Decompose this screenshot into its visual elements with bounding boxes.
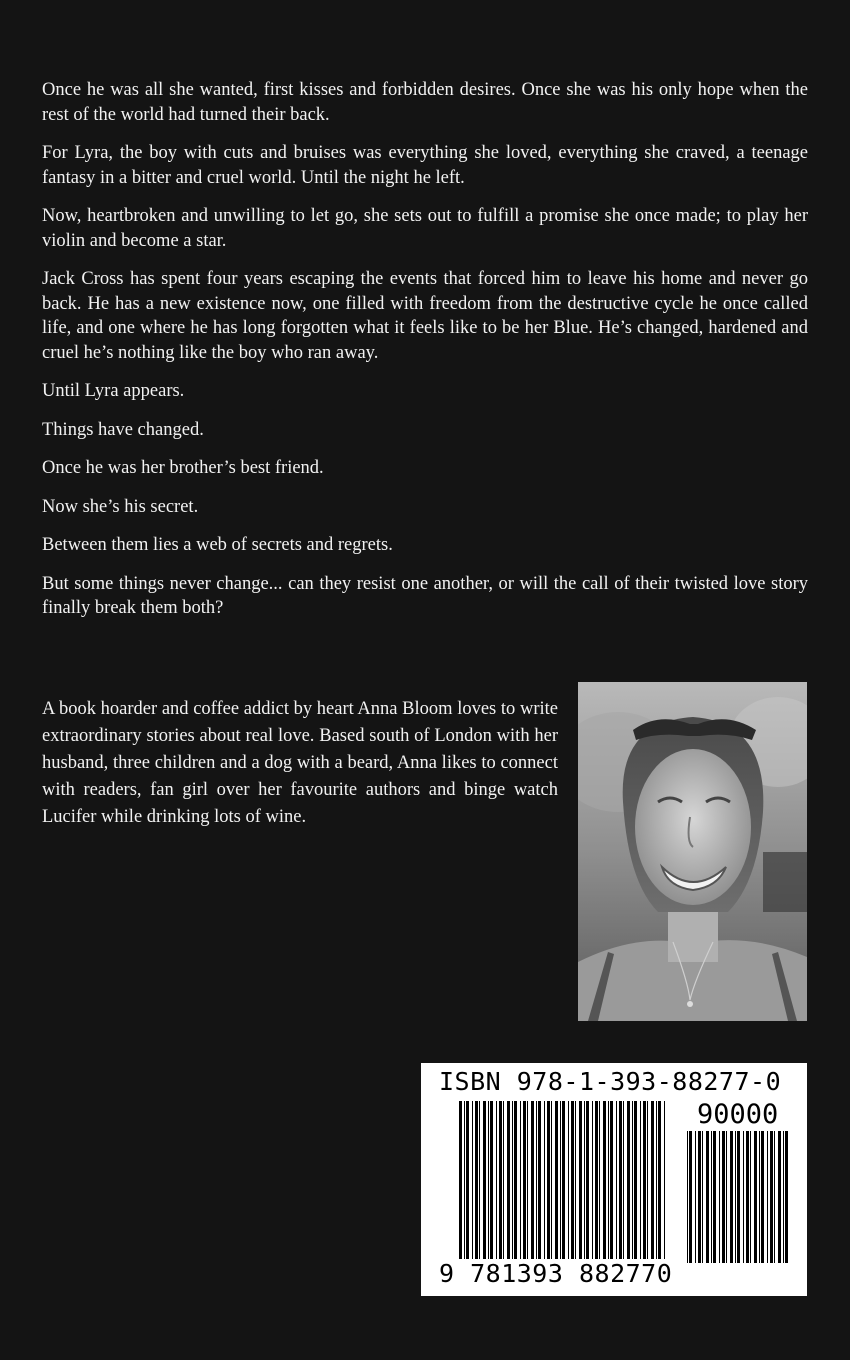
- barcode-bar: [719, 1131, 720, 1263]
- barcode-bar: [774, 1131, 775, 1263]
- barcode-bar: [555, 1101, 558, 1259]
- barcode-bar: [664, 1101, 665, 1269]
- barcode-bar: [623, 1101, 624, 1259]
- blurb-paragraph: Once he was her brother’s best friend.: [42, 458, 324, 478]
- barcode-bar: [483, 1101, 486, 1259]
- barcode-bar: [592, 1101, 593, 1259]
- barcode-bar: [544, 1101, 545, 1259]
- barcode-bar: [743, 1131, 744, 1263]
- barcode-bar: [730, 1131, 733, 1263]
- barcode-bar: [571, 1101, 574, 1259]
- barcode-bar: [737, 1131, 740, 1263]
- blurb-paragraph: Until Lyra appears.: [42, 381, 185, 401]
- blurb-paragraph: Between them lies a web of secrets and regrets.: [42, 535, 393, 555]
- barcode-bar: [610, 1101, 613, 1259]
- barcode-bar: [499, 1101, 502, 1259]
- barcode-bar: [466, 1101, 469, 1259]
- barcode-bar: [706, 1131, 709, 1263]
- barcode-bar: [538, 1101, 541, 1259]
- barcode-bar: [608, 1101, 609, 1259]
- barcode-bar: [761, 1131, 764, 1263]
- barcode-bar: [754, 1131, 757, 1263]
- barcode-bar: [785, 1131, 788, 1263]
- barcode-bar: [459, 1101, 462, 1269]
- barcode-bar: [514, 1101, 517, 1259]
- barcode-bar: [643, 1101, 646, 1259]
- barcode-bar: [551, 1101, 552, 1259]
- barcode-bar: [711, 1131, 712, 1263]
- barcode-bar: [647, 1101, 648, 1259]
- barcode-bar: [547, 1101, 550, 1259]
- barcode-bar: [778, 1131, 781, 1263]
- barcode-bar: [656, 1101, 657, 1259]
- author-bio: A book hoarder and coffee addict by heart Anna Bloom loves to write extraordinary stories about real love. Based south of London with her husband, three children and a dog with a beard, Anna likes to connect with readers, fan girl over her favourite authors and binge watch Lucifer while drinking lots of wine.: [42, 699, 558, 827]
- barcode-bar: [770, 1131, 773, 1263]
- barcode-bar: [496, 1101, 497, 1259]
- barcode-bar: [579, 1101, 582, 1259]
- barcode-bar: [627, 1101, 630, 1259]
- barcode-bar: [479, 1101, 480, 1259]
- barcode-bar: [698, 1131, 701, 1263]
- barcode-bar: [531, 1101, 534, 1259]
- barcode-bar: [472, 1101, 473, 1259]
- blurb-paragraph: Once he was all she wanted, first kisses and forbidden desires. Once she was his only hope when the rest of the world had turned their back.: [42, 80, 808, 125]
- isbn-label: ISBN 978-1-393-88277-0: [439, 1067, 782, 1096]
- barcode-bar: [735, 1131, 736, 1263]
- isbn-barcode: [421, 1063, 807, 1296]
- price-code: 90000: [697, 1099, 779, 1130]
- barcode-bar: [640, 1101, 641, 1259]
- barcode-bar: [651, 1101, 654, 1259]
- barcode-bar: [507, 1101, 510, 1259]
- barcode-bar: [658, 1101, 661, 1259]
- barcode-bar: [599, 1101, 600, 1259]
- barcode-bar: [713, 1131, 716, 1263]
- blurb-paragraph: Now she’s his secret.: [42, 496, 199, 517]
- barcode-bar: [575, 1101, 576, 1259]
- barcode-bar: [536, 1101, 537, 1259]
- barcode-bar: [475, 1101, 478, 1259]
- barcode-bar: [634, 1101, 637, 1259]
- blurb-paragraph: Jack Cross has spent four years escaping the events that forced him to leave his home and never go back. He has a new existence now, one filled with freedom from the destructive cycle he once called life, and one where he has long forgotten what it feels like to be her Blue. He’s changed, hardened and cruel he’s nothing like the boy who ran away.: [42, 269, 808, 363]
- barcode-bar: [586, 1101, 589, 1259]
- author-photo: [578, 682, 807, 1021]
- barcode-bar: [560, 1101, 561, 1259]
- back-cover-blurb: [42, 78, 808, 635]
- barcode-bar: [632, 1101, 633, 1259]
- barcode-bar: [595, 1101, 598, 1259]
- barcode-bar: [464, 1101, 465, 1269]
- barcode-bar: [520, 1101, 521, 1259]
- barcode-bar: [490, 1101, 493, 1259]
- author-portrait-image: [578, 682, 807, 1021]
- barcode-bar: [746, 1131, 749, 1263]
- barcode-bar: [619, 1101, 622, 1259]
- barcode-bar: [767, 1131, 768, 1263]
- barcode-bar: [527, 1101, 528, 1259]
- barcode-bar: [512, 1101, 513, 1259]
- blurb-paragraph: For Lyra, the boy with cuts and bruises was everything she loved, everything she craved, a teenage fantasy in a bitter and cruel world. Until the night he left.: [42, 143, 808, 188]
- barcode-bar: [687, 1131, 688, 1263]
- barcode-bar: [584, 1101, 585, 1259]
- barcode-bar: [722, 1131, 725, 1263]
- barcode-bar: [759, 1131, 760, 1263]
- blurb-paragraph: But some things never change... can they resist one another, or will the call of their twisted love story finally break them both?: [42, 573, 808, 618]
- barcode-bar: [702, 1131, 703, 1263]
- blurb-paragraph: Now, heartbroken and unwilling to let go, she sets out to fulfill a promise she once made; to play her violin and become a star.: [42, 206, 808, 251]
- blurb-paragraph: Things have changed.: [42, 419, 204, 440]
- barcode-bar: [503, 1101, 504, 1259]
- barcode-bar: [726, 1131, 727, 1263]
- ean-digits: 9 781393 882770: [439, 1259, 673, 1288]
- barcode-bar: [568, 1101, 569, 1259]
- barcode-bar: [689, 1131, 692, 1263]
- barcode-bar: [603, 1101, 606, 1259]
- barcode-bar: [750, 1131, 751, 1263]
- barcode-bar: [523, 1101, 526, 1259]
- barcode-bar: [488, 1101, 489, 1259]
- barcode-bar: [783, 1131, 784, 1263]
- barcode-bar: [616, 1101, 617, 1259]
- barcode-bar: [562, 1101, 565, 1259]
- barcode-bar: [695, 1131, 696, 1263]
